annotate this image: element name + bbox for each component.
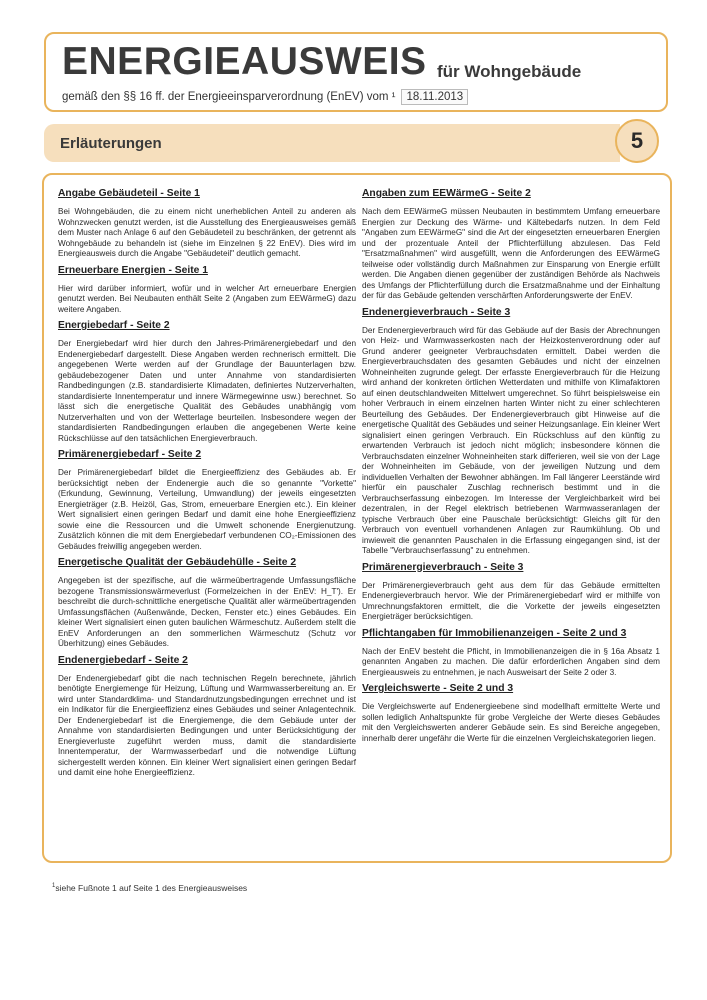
block-heading: Pflichtangaben für Immobilienanzeigen - Seite 2 und 3: [362, 627, 627, 639]
legal-basis-text: gemäß den §§ 16 ff. der Energieeinsparverordnung (EnEV) vom ¹: [62, 91, 396, 103]
block-text: Der Endenergieverbrauch wird für das Gebäude auf der Basis der Abrechnungen von Heiz- und Warmwasserkosten nach der Heizkostenverordnung oder auf Grund anderer geeigneter Verbrauchsdaten ermittelt. Dabei werden die Energieverbrauchsdaten des gesamten Gebäudes und nicht der einzelnen Wohneinheiten zugrunde gelegt. Der erfasste Energieverbrauch für die Heizung wird anhand der konkreten örtlichen Wetterdaten und mithilfe von Klimafaktoren auf einen deutschlandweiten Mittelwert umgerechnet. So führt beispielsweise ein hoher Verbrauch in einem einzelnen harten Winter nicht zu einer schlechteren Beurteilung des Gebäudes. Der Endenergieverbrauch gibt Hinweise auf die energetische Qualität des Gebäudes und seiner Heizungsanlage. Ein kleiner Wert signalisiert einen geringen Verbrauch. Ein Rückschluss auf den künftig zu erwartenden Verbrauch ist jedoch nicht möglich; insbesondere können die Verbrauchsdaten einzelner Wohneinheiten stark differieren, weil sie von der Lage der Wohneinheiten im Gebäude, von der jeweiligen Nutzung und dem individuellen Verhalten der Bewohner abhängen. Im Fall längerer Leerstände wird hierfür ein pauschaler Zuschlag rechnerisch bestimmt und in die Verbrauchserfassung einbezogen. Im Interesse der Vergleichbarkeit wird bei dezentralen, in der Regel elektrisch betriebenen Warmwasseranlagen der typische Verbrauch über eine Pauschale berücksichtigt: Gleichs gilt für den Verbrauch von eventuell vorhandenen Anlagen zur Raumkühlung. Ob und inwieweit die genannten Pauschalen in die Erfassung eingegangen sind, ist der Tabelle "Verbrauchserfassung" zu entnehmen.: [362, 325, 660, 555]
explanation-block: [362, 562, 660, 623]
page-number-badge: 5: [615, 119, 659, 163]
footnote-text: siehe Fußnote 1 auf Seite 1 des Energieausweises: [55, 883, 248, 893]
document-subtitle: für Wohngebäude: [437, 62, 582, 81]
block-heading: Erneuerbare Energien - Seite 1: [58, 264, 208, 276]
block-heading: Angabe Gebäudeteil - Seite 1: [58, 188, 200, 199]
explanation-block: [362, 628, 660, 679]
block-heading: Angaben zum EEWärmeG - Seite 2: [362, 188, 531, 199]
right-column: [362, 183, 660, 748]
block-text: Der Primärenergieverbrauch geht aus dem für das Gebäude ermittelten Endenergieverbrauch hervor. Wie der Primärenergiebedarf wird er mithilfe von Umrechnungsfaktoren ermittelt, die die Vorkette der jeweils eingesetzten Energieträger berücksichtigen.: [362, 580, 660, 621]
block-text: Hier wird darüber informiert, wofür und in welcher Art erneuerbare Energien genutzt werden. Bei Neubauten enthält Seite 2 (Angaben zum EEWärmeG) dazu weitere Angaben.: [58, 283, 356, 314]
block-text: Der Energiebedarf wird hier durch den Jahres-Primärenergiebedarf und den Endenergiebedarf dargestellt. Diese Angaben werden rechnerisch ermittelt. Die angegebenen Werte werden auf der Grundlage der Bauunterlagen bzw. gebäudebezogener Daten und unter Annahme von standardisierten Randbedingungen (z.B. standardisierte Klimadaten, definiertes Nutzerverhalten, standardisierte Innentemperatur und innere Wärmegewinne usw.) berechnet. So lässt sich die energetische Qualität des Gebäudes unabhängig vom Nutzerverhalten und von der Wetterlage beurteilen. Insbesondere wegen der standardisierten Randbedingungen erlauben die angegebenen Werte keine Rückschlüsse auf den tatsächlichen Energieverbrauch.: [58, 339, 356, 443]
block-text: Nach dem EEWärmeG müssen Neubauten in bestimmtem Umfang erneuerbare Energien zur Deckung des Wärme- und Kältebedarfs nutzen. In dem Feld "Angaben zum EEWärmeG" sind die Art der eingesetzten erneuerbaren Energien und der prozentuale Anteil der Pflichterfüllung abzulesen. Das Feld "Ersatzmaßnahmen" wird ausgefüllt, wenn die Anforderungen des EEWärmeG teilweise oder vollständig durch Maßnahmen zur Einsparung von Energie erfüllt werden. Die Angaben dienen gegenüber der zuständigen Behörde als Nachweis des Umfangs der Pflichterfüllung durch die Ersatzmaßnahme und der Einhaltung der für das Gebäude geltenden verschärften Anforderungswerte der EnEV.: [362, 207, 660, 300]
explanation-block: [58, 265, 356, 316]
block-heading: Energiebedarf - Seite 2: [58, 320, 170, 331]
explanation-block: [362, 188, 660, 302]
block-heading: Primärenergieverbrauch - Seite 3: [362, 561, 524, 573]
block-heading: Energetische Qualität der Gebäudehülle - Seite 2: [58, 557, 297, 568]
block-heading: Vergleichswerte - Seite 2 und 3: [362, 683, 514, 694]
legal-basis-line: [62, 89, 468, 105]
left-column: [58, 183, 356, 783]
footnote: [52, 883, 247, 893]
block-heading: Primärenergiebedarf - Seite 2: [58, 449, 202, 460]
explanation-block: [58, 655, 356, 779]
explanation-block: [58, 320, 356, 444]
header-frame: [44, 32, 668, 112]
section-header-band: [44, 124, 620, 162]
explanation-block: [58, 188, 356, 260]
content-frame: [42, 173, 672, 863]
block-text: Der Endenergiebedarf gibt die nach technischen Regeln berechnete, jährlich benötigte Energiemenge für Heizung, Lüftung und Warmwasserbereitung an. Er wird unter Standardklima- und Standardnutzungsbedingungen errechnet und ist ein Indikator für die Energieeffizienz eines Gebäudes und seiner Anlagentechnik. Der Endenergiebedarf ist die Energiemenge, die dem Gebäude unter der Annahme von standardisierten Bedingungen und unter Berücksichtigung der Energieverluste zugeführt werden muss, damit die standardisierte Innentemperatur, der Warmwasserbedarf und die notwendige Lüftung sichergestellt werden können. Ein kleiner Wert signalisiert einen geringen Bedarf und damit eine hohe Energieeffizienz.: [58, 673, 356, 777]
footnote-marker: 1: [52, 883, 56, 890]
block-text: Bei Wohngebäuden, die zu einem nicht unerheblichen Anteil zu anderen als Wohnzwecken genutzt werden, ist die Ausstellung des Energieausweises gemäß dem Muster nach Anlage 6 auf den Gebäudeteil zu beschränken, der getrennt als Wohngebäude zu behandeln ist (siehe im Einzelnen § 22 EnEV). Dies wird im Energieausweis durch die Angabe "Gebäudeteil" deutlich gemacht.: [58, 207, 356, 258]
section-title: Erläuterungen: [60, 135, 162, 152]
block-heading: Endenergieverbrauch - Seite 3: [362, 306, 511, 318]
block-text: Der Primärenergiebedarf bildet die Energieeffizienz des Gebäudes ab. Er berücksichtigt neben der Endenergie auch die so genannte "Vorkette" (Erkundung, Gewinnung, Verteilung, Umwandlung) der jeweils eingesetzten Energieträger (z.B. Heizöl, Gas, Strom, erneuerbare Energien etc.). Ein kleiner Wert signalisiert einen geringen Bedarf und damit eine hohe Energieeffizienz sowie eine die Ressourcen und die Umwelt schonende Energienutzung. Zusätzlich können die mit dem Energiebedarf verbundenen CO₂-Emissionen des Gebäudes freiwillig angegeben werden.: [58, 468, 356, 551]
issue-date: 18.11.2013: [401, 89, 468, 105]
explanation-block: [362, 307, 660, 557]
block-text: Die Vergleichswerte auf Endenergieebene sind modellhaft ermittelte Werte und sollen lediglich Anhaltspunkte für grobe Vergleiche der Werte dieses Gebäudes mit den Vergleichswerten anderer Gebäude sein. Es sind Bereiche angegeben, innerhalb derer ungefähr die Werte für die einzelnen Vergleichskategorien liegen.: [362, 702, 660, 743]
document-title: ENERGIEAUSWEIS: [62, 40, 427, 83]
explanation-block: [362, 683, 660, 744]
explanation-block: [58, 449, 356, 552]
block-text: Nach der EnEV besteht die Pflicht, in Immobilienanzeigen die in § 16a Absatz 1 genannten Angaben zu machen. Die dafür erforderlichen Angaben sind dem Energieausweis zu entnehmen, je nach Ausweisart der Seite 2 oder 3.: [362, 646, 660, 677]
block-heading: Endenergiebedarf - Seite 2: [58, 654, 188, 666]
explanation-block: [58, 557, 356, 650]
block-text: Angegeben ist der spezifische, auf die wärmeübertragende Umfassungsfläche bezogene Transmissionswärmeverlust (Formelzeichen in der EnEV: H_T'). Er beschreibt die durch-schnittliche energetische Qualität aller wärmeübertragenden Umfassungsflächen (Außenwände, Decken, Fenster etc.) eines Gebäudes. Ein kleiner Wert signalisiert einen guten baulichen Wärmeschutz. Außerdem stellt die EnEV Anforderungen an den sommerlichen Wärmeschutz (Schutz vor Überhitzung) eines Gebäudes.: [58, 576, 356, 648]
